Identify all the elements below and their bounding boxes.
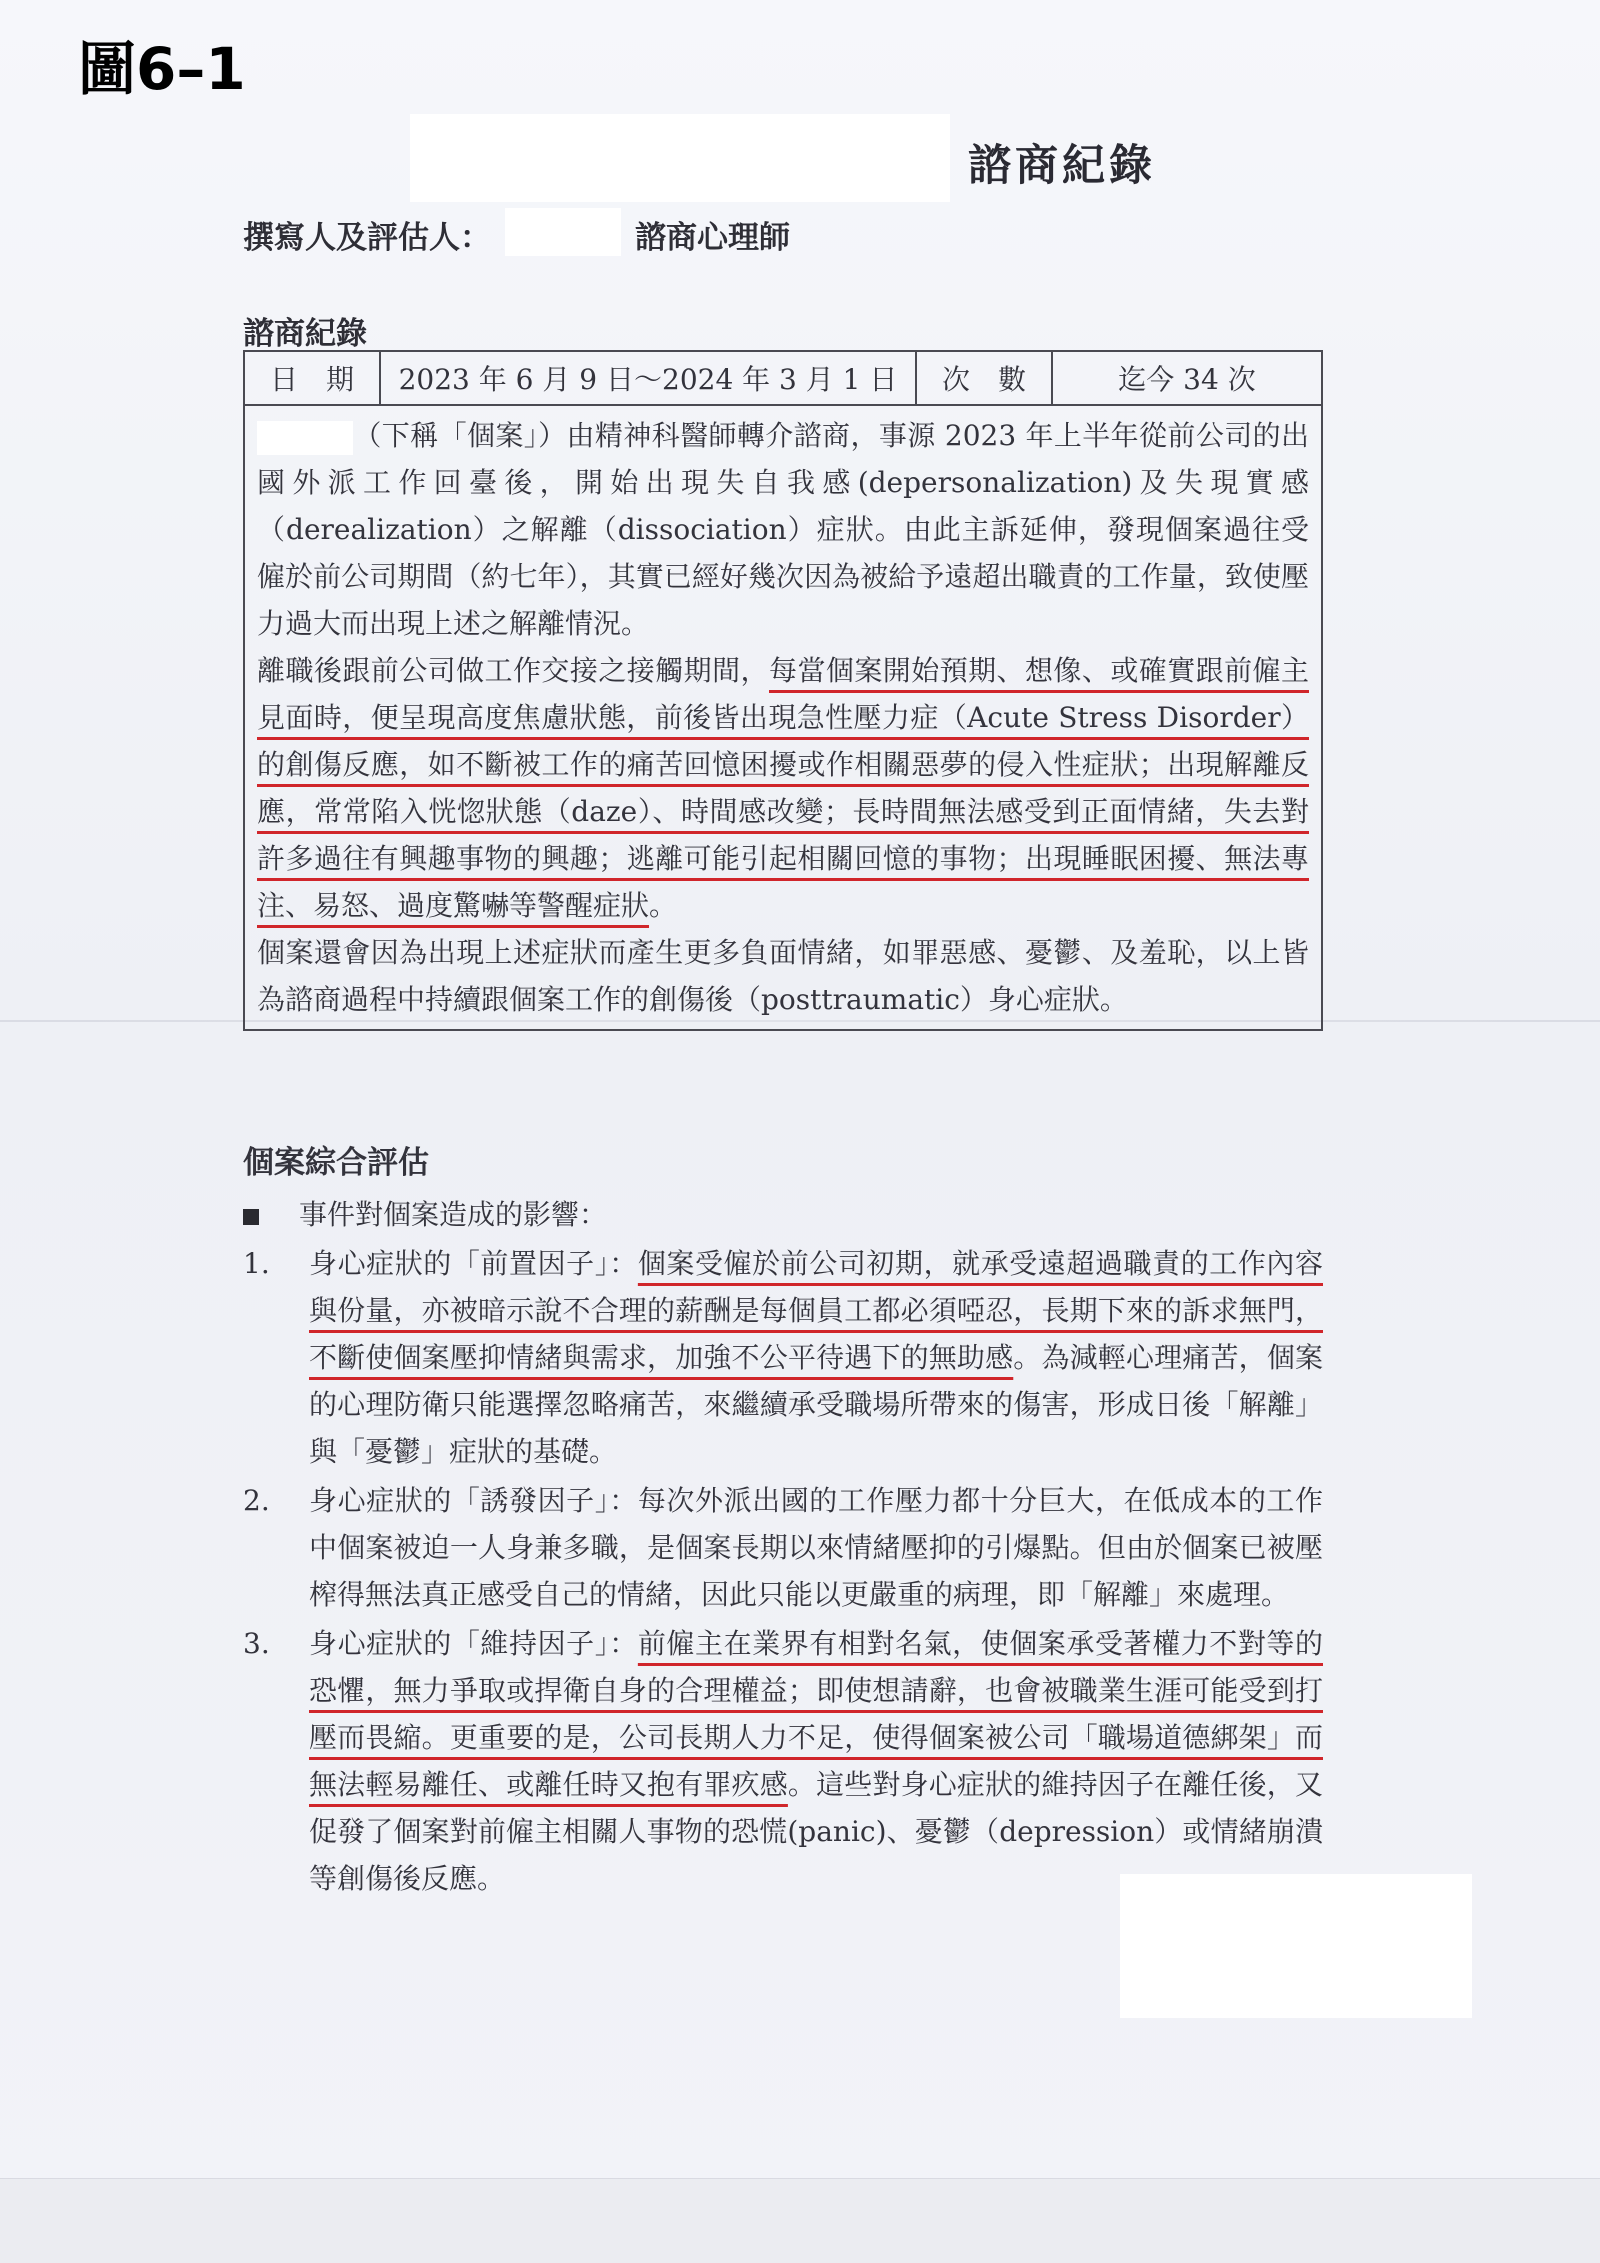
record-paragraph-1 [257, 412, 1309, 647]
item-number: 3. [243, 1627, 270, 1660]
date-value: 2023 年 6 月 9 日～2024 年 3 月 1 日 [380, 351, 916, 405]
counseling-record-table [243, 350, 1323, 1031]
assessment-section [243, 1140, 1323, 1902]
item-rest: 。為減輕心理痛苦，個案的心理防衛只能選擇忽略痛苦，來繼續承受職場所帶來的傷害，形成日後「解離」與「憂鬱」症狀的基礎。 [309, 1341, 1323, 1468]
count-label: 次 數 [916, 351, 1052, 405]
redacted-name-block [410, 114, 950, 202]
record-paragraph-1-text: （下稱「個案」）由精神科醫師轉介諮商，事源 2023 年上半年從前公司的出國外派工作回臺後，開始出現失自我感(depersonalization)及失現實感（derealization）之解離（dissociation）症狀。由此主訴延伸，發現個案過往受僱於前公司期間（約七年），其實已經好幾次因為被給予遠超出職責的工作量，致使壓力過大而出現上述之解離情況。 [257, 419, 1309, 640]
item-rest: 每次外派出國的工作壓力都十分巨大，在低成本的工作中個案被迫一人身兼多職，是個案長期以來情緒壓抑的引爆點。但由於個案已被壓榨得無法真正感受自己的情緒，因此只能以更嚴重的病理，即「解離」來處理。 [309, 1484, 1323, 1611]
assessment-heading: 個案綜合評估 [243, 1145, 429, 1181]
record-paragraph-2-underlined: 每當個案開始預期、想像、或確實跟前僱主見面時，便呈現高度焦慮狀態，前後皆出現急性壓力症（Acute Stress Disorder）的創傷反應，如不斷被工作的痛苦回憶困擾或作相關惡夢的侵入性症狀；出現解離反應，常常陷入恍惚狀態（daze）、時間感改變；長時間無法感受到正面情緒，失去對許多過往有興趣事物的興趣；逃離可能引起相關回憶的事物；出現睡眠困擾、無法專注、易怒、過度驚嚇等警醒症狀 [257, 654, 1309, 922]
figure-label: 圖6–1 [78, 35, 246, 103]
item-number: 2. [243, 1484, 270, 1517]
record-paragraph-3: 個案還會因為出現上述症狀而產生更多負面情緒，如罪惡感、憂鬱、及羞恥，以上皆為諮商過程中持續跟個案工作的創傷後（posttraumatic）身心症狀。 [257, 936, 1309, 1016]
record-heading: 諮商紀錄 [243, 316, 367, 352]
redacted-signature-block [1120, 1874, 1472, 2018]
author-role: 諮商心理師 [635, 220, 790, 256]
square-bullet-icon [243, 1209, 259, 1225]
item-lead: 身心症狀的「維持因子」： [309, 1627, 638, 1660]
assessment-item [243, 1620, 1323, 1902]
record-paragraph-2 [257, 647, 1309, 929]
item-underlined: 個案受僱於前公司初期，就承受遠超過職責的工作內容與份量，亦被暗示說不合理的薪酬是每個員工都必須啞忍，長期下來的訴求無門，不斷使個案壓抑情緒與需求，加強不公平待遇下的無助感 [309, 1247, 1323, 1374]
table-header-row [244, 351, 1322, 405]
author-row [243, 212, 790, 257]
redacted-author-name [505, 208, 621, 256]
assessment-bullet-text: 事件對個案造成的影響： [299, 1198, 608, 1231]
item-underlined: 前僱主在業界有相對名氣，使個案承受著權力不對等的恐懼，無力爭取或捍衛自身的合理權益；即使想請辭，也會被職業生涯可能受到打壓而畏縮。更重要的是，公司長期人力不足，使得個案被公司「職場道德綁架」而無法輕易離任、或離任時又抱有罪疚感 [309, 1627, 1323, 1801]
author-label: 撰寫人及評估人： [243, 220, 491, 256]
item-lead: 身心症狀的「前置因子」： [309, 1247, 638, 1280]
assessment-bullet [243, 1191, 1323, 1238]
document-title: 諮商紀錄 [968, 141, 1156, 191]
item-number: 1. [243, 1247, 270, 1280]
item-lead: 身心症狀的「誘發因子」： [309, 1484, 638, 1517]
page-bottom-edge [0, 2178, 1600, 2263]
count-value: 迄今 34 次 [1052, 351, 1322, 405]
record-paragraph-2-intro: 離職後跟前公司做工作交接之接觸期間， [257, 654, 769, 687]
item-rest: 。這些對身心症狀的維持因子在離任後，又促發了個案對前僱主相關人事物的恐慌(panic)、憂鬱（depression）或情緒崩潰等創傷後反應。 [309, 1768, 1323, 1895]
date-label: 日 期 [244, 351, 380, 405]
assessment-item [243, 1477, 1323, 1618]
redacted-client-name [257, 421, 353, 455]
record-paragraph-2-end: 。 [649, 889, 678, 922]
assessment-item [243, 1240, 1323, 1475]
record-body [244, 405, 1322, 1030]
